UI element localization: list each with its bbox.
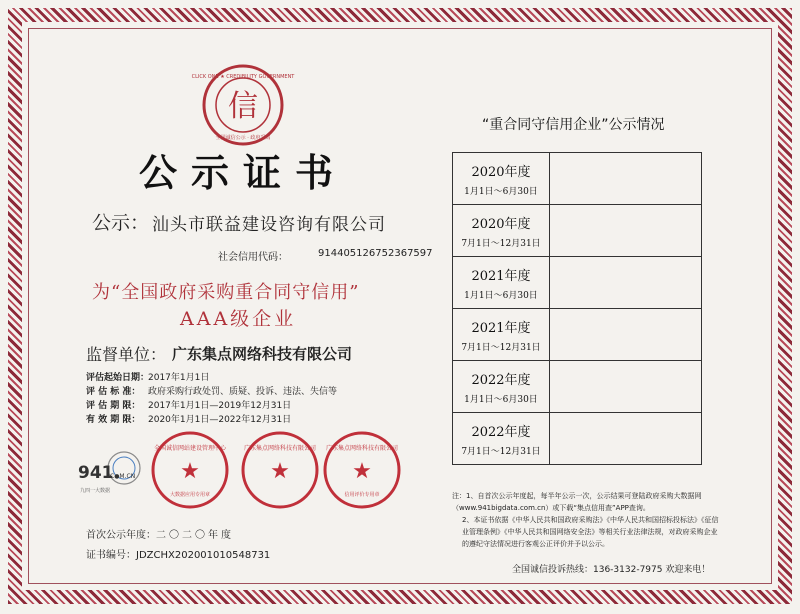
- status-cell: [550, 413, 702, 465]
- detail-period: 评 估 期 限： 2017年1月1日—2019年12月31日: [86, 401, 292, 411]
- star-icon: ★: [352, 459, 372, 484]
- seal-glyph: 信: [228, 89, 258, 124]
- certificate-title: 公示证书: [138, 151, 347, 195]
- logo-caption: 九四一大数据: [80, 488, 111, 494]
- stamp-credit-evaluation: [322, 430, 402, 510]
- status-cell: [550, 153, 702, 205]
- table-row: 2020年度 1月1日～6月30日: [453, 153, 702, 205]
- stamp1-text: 全国诚信网站建设管理中心: [153, 445, 227, 452]
- logo-number: 941: [78, 463, 114, 483]
- stamp3-sub: 信用评价专用章: [344, 492, 380, 498]
- table-row: 2021年度 1月1日～6月30日: [453, 257, 702, 309]
- company-name: 汕头市联益建设咨询有限公司: [152, 215, 386, 235]
- star-icon: ★: [270, 459, 290, 484]
- stamp3-text: 广东集点网络科技有限公司: [325, 445, 399, 452]
- star-icon: ★: [180, 459, 200, 484]
- table-row: 2022年度 7月1日～12月31日: [453, 413, 702, 465]
- publicity-table: [452, 152, 702, 465]
- seal-ring-text: CLICK ONE ★ CREDIBILITY GOVERNMENT: [191, 74, 295, 80]
- publicity-title: “重合同守信用企业”公示情况: [482, 117, 665, 133]
- supervisor-label: 监督单位：: [86, 345, 167, 364]
- seal-bottom-text: 全国诚信公示 · 政府采购: [215, 135, 271, 141]
- status-cell: [550, 361, 702, 413]
- status-cell: [550, 205, 702, 257]
- company-label: 公示：: [92, 212, 150, 234]
- certificate-number: 证书编号：JDZCHX2020010105487​31: [86, 550, 271, 561]
- credit-code-label: 社会信用代码：: [218, 252, 288, 263]
- credit-seal-logo: [191, 64, 295, 146]
- detail-validity: 有 效 期 限： 2020年1月1日—2022年12月31日: [86, 415, 292, 425]
- detail-start-date: 评估起始日期：2017年1月1日: [86, 373, 210, 383]
- grade-title: AAA级企业: [180, 308, 297, 330]
- table-row: 2020年度 7月1日～12月31日: [453, 205, 702, 257]
- supervisor-name: 广东集点网络科技有限公司: [172, 345, 353, 363]
- status-cell: [550, 309, 702, 361]
- first-publicity-year: 首次公示年度：二〇二〇年度: [86, 530, 234, 541]
- notes-section: [452, 490, 720, 550]
- detail-standard: 评 估 标 准： 政府采购行政处罚、质疑、投诉、违法、失信等: [86, 387, 338, 397]
- logo-domain: C●M.CN: [110, 473, 136, 480]
- certificate-headline: 为“全国政府采购重合同守信用”: [92, 282, 360, 303]
- note-1: 注：1、自首次公示年度起，每半年公示一次，公示结果可登陆政府采购大数据网（www.941bigdata.com.cn）或下载“集点信用查”APP查询。: [452, 492, 702, 512]
- bigdata-941-logo: [76, 448, 146, 498]
- status-cell: [550, 257, 702, 309]
- note-2: 2、本证书依据《中华人民共和国政府采购法》《中华人民共和国招标投标法》《征信业管理条例》《中华人民共和国网络安全法》等相关行业法律法规，对政府采购企业的遵纪守法情况进行客观公正评价并予以公示。: [462, 516, 719, 548]
- stamp2-text: 广东集点网络科技有限公司: [243, 445, 317, 452]
- stamp1-sub: 大数据应用专用章: [169, 492, 211, 498]
- hotline-text: 全国诚信投诉热线：136-3132-7975 欢迎来电！: [512, 565, 711, 575]
- stamp-jidian-company: [240, 430, 320, 510]
- credit-code-value: 91440512675236759​7: [318, 248, 433, 259]
- table-row: 2021年度 7月1日～12月31日: [453, 309, 702, 361]
- table-row: 2022年度 1月1日～6月30日: [453, 361, 702, 413]
- stamp-integrity-center: [150, 430, 230, 510]
